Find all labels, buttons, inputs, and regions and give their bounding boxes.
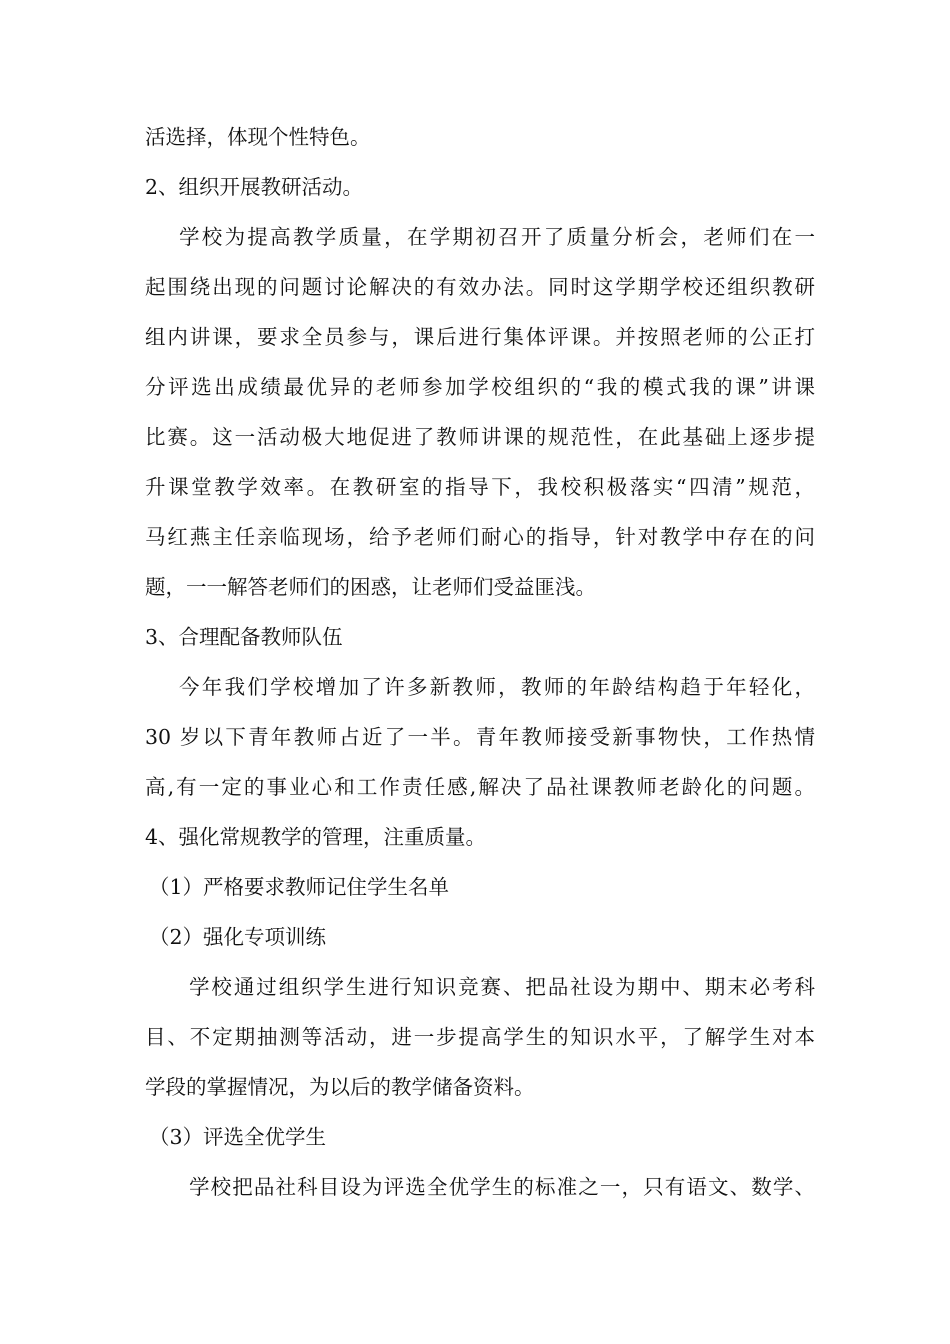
text-line: 马红燕主任亲临现场，给予老师们耐心的指导，针对教学中存在的问 [145,525,815,549]
text-line: 今年我们学校增加了许多新教师，教师的年龄结构趋于年轻化， [179,675,815,699]
text-line: 题，一一解答老师们的困惑，让老师们受益匪浅。 [145,575,596,599]
section-heading: 2、组织开展教研活动。 [145,175,364,199]
text-line: 组内讲课，要求全员参与，课后进行集体评课。并按照老师的公正打 [145,325,815,349]
subsection-heading: （1）严格要求教师记住学生名单 [149,875,450,899]
text-line: 学校通过组织学生进行知识竞赛、把品社设为期中、期末必考科 [189,975,815,999]
text-line: 学校为提高教学质量，在学期初召开了质量分析会，老师们在一 [179,225,815,249]
section-heading: 4、强化常规教学的管理，注重质量。 [145,825,487,849]
text-line: 比赛。这一活动极大地促进了教师讲课的规范性，在此基础上逐步提 [145,425,815,449]
section-heading: 3、合理配备教师队伍 [145,625,343,649]
text-line: 目、不定期抽测等活动，进一步提高学生的知识水平，了解学生对本 [145,1025,815,1049]
text-line: 学段的掌握情况，为以后的教学储备资料。 [145,1075,535,1099]
text-line: 起围绕出现的问题讨论解决的有效办法。同时这学期学校还组织教研 [145,275,815,299]
subsection-heading: （3）评选全优学生 [149,1125,327,1149]
text-line: 学校把品社科目设为评选全优学生的标准之一，只有语文、数学、 [189,1175,815,1199]
subsection-heading: （2）强化专项训练 [149,925,327,949]
text-line: 升课堂教学效率。在教研室的指导下，我校积极落实“四清”规范， [145,475,815,499]
body-text [145,112,815,1212]
text-line: 高,有一定的事业心和工作责任感,解决了品社课教师老龄化的问题。 [145,775,815,799]
text-line: 分评选出成绩最优异的老师参加学校组织的“我的模式我的课”讲课 [145,375,815,399]
text-line: 活选择，体现个性特色。 [145,125,371,149]
text-line: 30 岁以下青年教师占近了一半。青年教师接受新事物快，工作热情 [145,725,815,749]
